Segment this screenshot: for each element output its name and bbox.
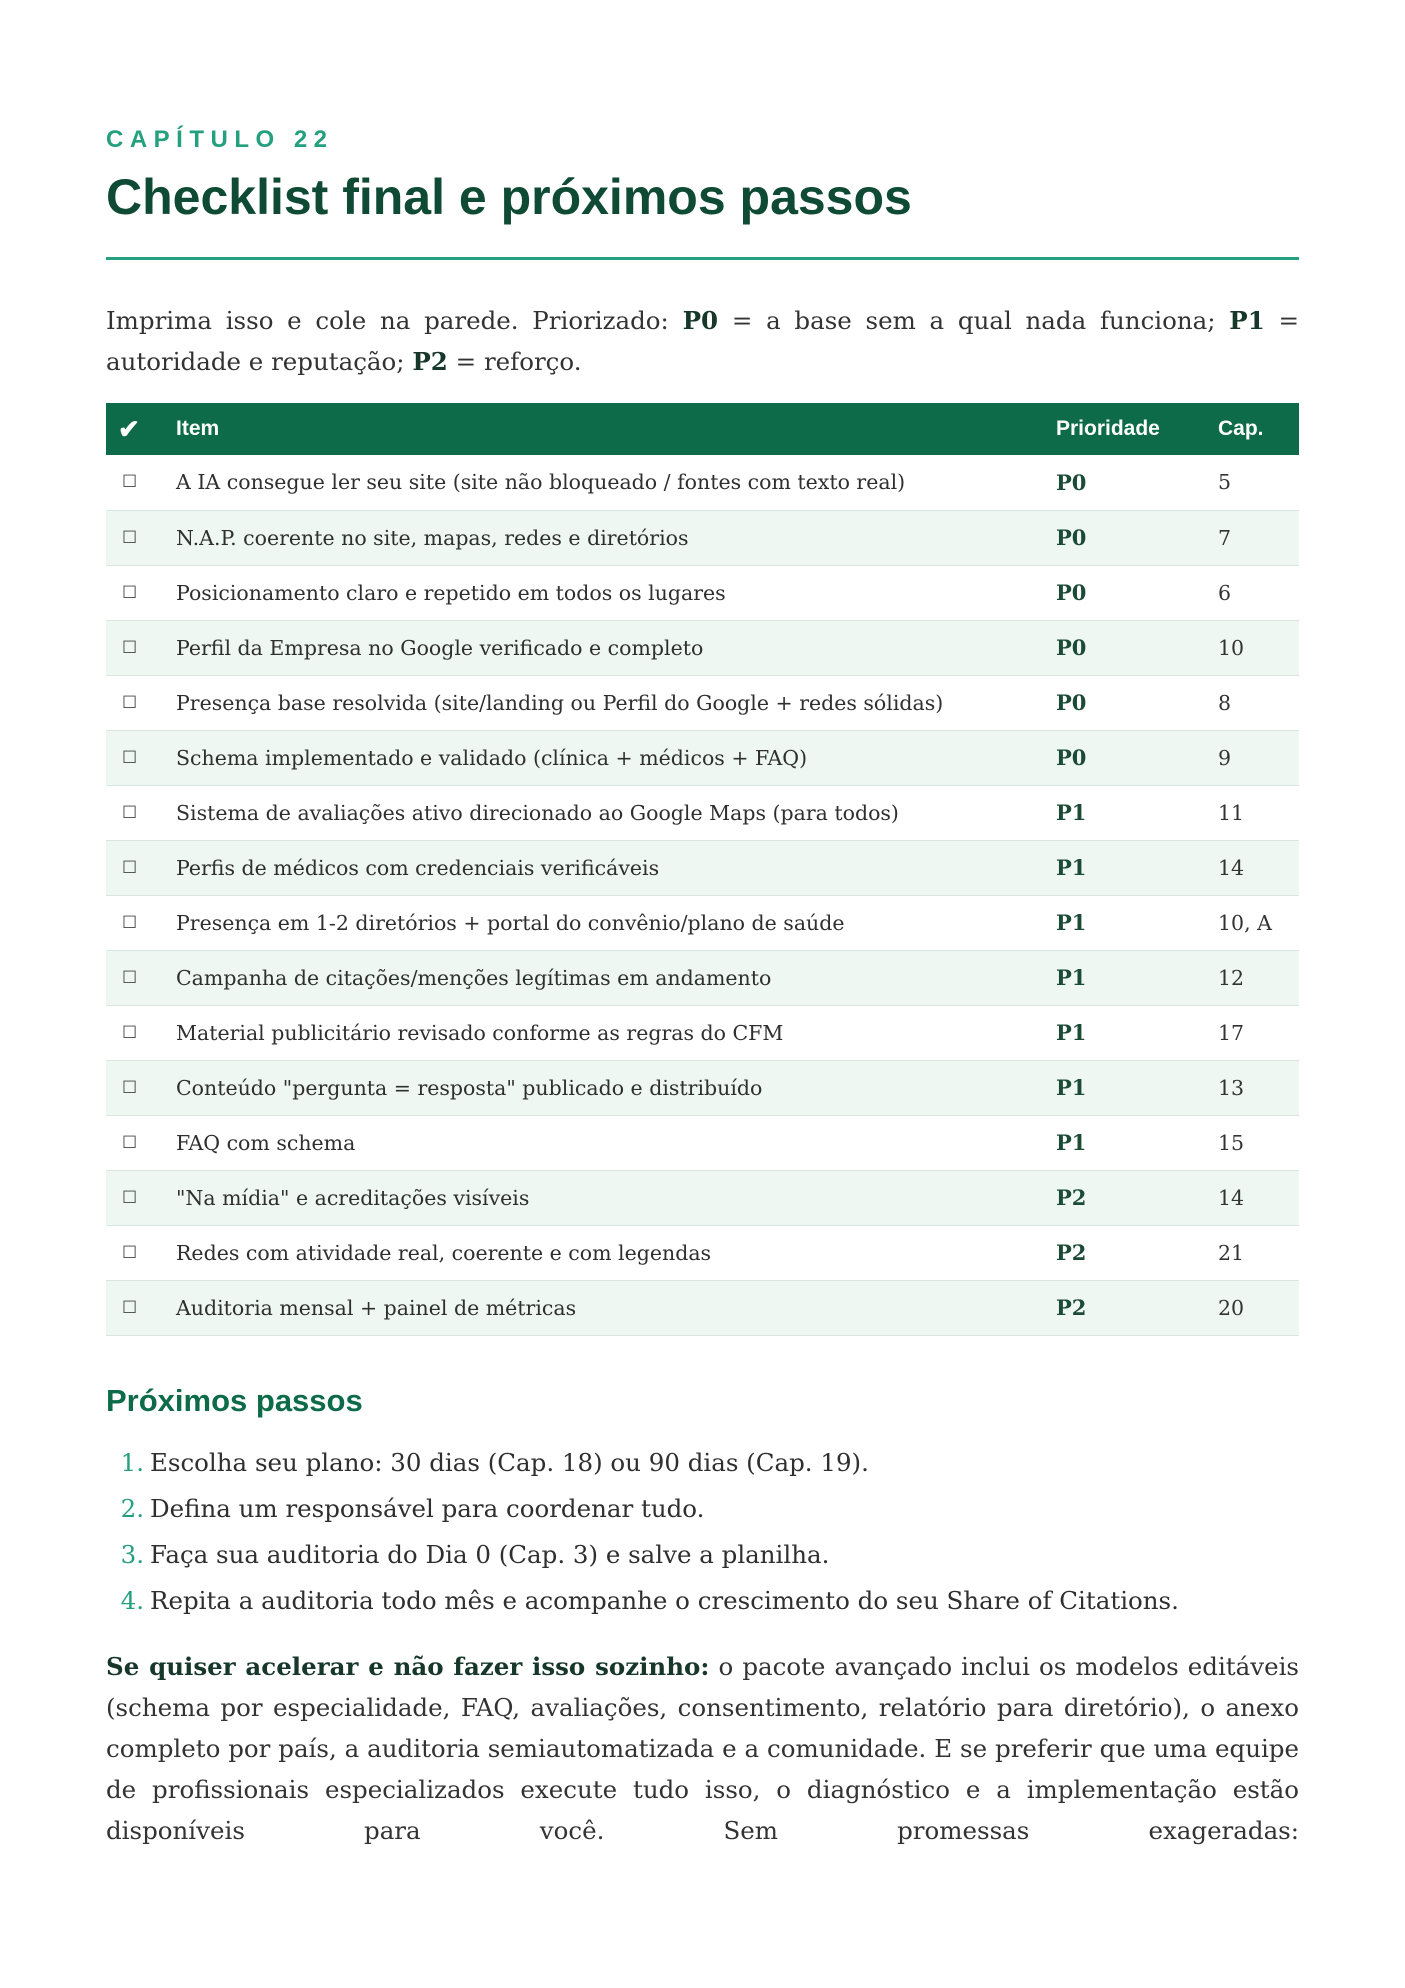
- list-number: 2.: [120, 1494, 144, 1523]
- table-row: [106, 730, 1299, 785]
- list-item: [106, 1578, 1179, 1624]
- checkbox-icon[interactable]: ☐: [122, 637, 138, 658]
- intro-paragraph: [106, 300, 1299, 382]
- cta-text: o pacote avançado inclui os modelos editáveis (schema por especialidade, FAQ, avaliações, consentimento, relatório para diretório), o anexo completo por país, a auditoria semiautomatizada e a comunidade. E se preferir que uma equipe de profissionais especializados execute tudo isso, o diagnóstico e a implementação estão disponíveis para você. Sem promessas exageradas:: [106, 1652, 1299, 1845]
- next-steps-list: [106, 1440, 1179, 1624]
- priority-value: P1: [1056, 910, 1087, 935]
- checkbox-icon[interactable]: ☐: [122, 967, 138, 988]
- checkbox-icon[interactable]: ☐: [122, 582, 138, 603]
- chapter-value: 17: [1218, 1020, 1245, 1045]
- item-text: Auditoria mensal + painel de métricas: [176, 1295, 577, 1320]
- chapter-value: 9: [1218, 745, 1232, 770]
- item-text: Perfis de médicos com credenciais verificáveis: [176, 855, 660, 880]
- checkbox-icon[interactable]: ☐: [122, 1022, 138, 1043]
- priority-value: P1: [1056, 965, 1087, 990]
- checkbox-icon[interactable]: ☐: [122, 857, 138, 878]
- chapter-value: 7: [1218, 525, 1232, 550]
- item-text: Redes com atividade real, coerente e com legendas: [176, 1240, 712, 1265]
- chapter-value: 14: [1218, 855, 1245, 880]
- chapter-value: 6: [1218, 580, 1232, 605]
- table-row: [106, 455, 1299, 510]
- intro-text-2: = a base sem a qual nada funciona;: [731, 306, 1216, 335]
- item-text: "Na mídia" e acreditações visíveis: [176, 1185, 530, 1210]
- list-item: [106, 1486, 1179, 1532]
- list-number: 4.: [120, 1586, 144, 1615]
- list-text: Faça sua auditoria do Dia 0 (Cap. 3) e salve a planilha.: [150, 1540, 830, 1569]
- item-text: A IA consegue ler seu site (site não bloqueado / fontes com texto real): [176, 470, 906, 495]
- table-row: [106, 1225, 1299, 1280]
- priority-value: P1: [1056, 855, 1087, 880]
- priority-value: P1: [1056, 1020, 1087, 1045]
- intro-text-4: = reforço.: [455, 347, 582, 376]
- table-header-row: [106, 403, 1299, 455]
- header-check: ✔: [118, 413, 140, 444]
- chapter-value: 11: [1218, 800, 1245, 825]
- intro-p0: P0: [682, 306, 719, 335]
- checkbox-icon[interactable]: ☐: [122, 1187, 138, 1208]
- table-row: [106, 1060, 1299, 1115]
- intro-p2: P2: [412, 347, 448, 376]
- item-text: Sistema de avaliações ativo direcionado ao Google Maps (para todos): [176, 800, 899, 825]
- title-divider: [106, 257, 1299, 260]
- table-row: [106, 1115, 1299, 1170]
- chapter-value: 21: [1218, 1240, 1245, 1265]
- chapter-value: 14: [1218, 1185, 1245, 1210]
- item-text: Presença base resolvida (site/landing ou Perfil do Google + redes sólidas): [176, 690, 944, 715]
- item-text: N.A.P. coerente no site, mapas, redes e diretórios: [176, 525, 689, 550]
- next-steps-heading: Próximos passos: [106, 1383, 363, 1418]
- checkbox-icon[interactable]: ☐: [122, 692, 138, 713]
- chapter-label: CAPÍTULO 22: [106, 126, 334, 153]
- priority-value: P2: [1056, 1185, 1087, 1210]
- priority-value: P2: [1056, 1240, 1087, 1265]
- checkbox-icon[interactable]: ☐: [122, 1297, 138, 1318]
- item-text: Material publicitário revisado conforme as regras do CFM: [176, 1020, 784, 1045]
- checklist-table: [106, 403, 1299, 1336]
- table-row: [106, 510, 1299, 565]
- chapter-value: 13: [1218, 1075, 1245, 1100]
- item-text: Presença em 1-2 diretórios + portal do convênio/plano de saúde: [176, 910, 845, 935]
- priority-value: P0: [1056, 469, 1087, 495]
- cta-paragraph: [106, 1646, 1299, 1851]
- item-text: Conteúdo "pergunta = resposta" publicado e distribuído: [176, 1075, 763, 1100]
- intro-p1: P1: [1229, 306, 1265, 335]
- table-row: [106, 675, 1299, 730]
- chapter-value: 10: [1218, 635, 1245, 660]
- priority-value: P0: [1056, 635, 1087, 660]
- priority-value: P0: [1056, 690, 1087, 715]
- table-row: [106, 950, 1299, 1005]
- item-text: Posicionamento claro e repetido em todos os lugares: [176, 580, 726, 605]
- table-row: [106, 1005, 1299, 1060]
- chapter-value: 8: [1218, 690, 1232, 715]
- header-item: Item: [176, 417, 220, 440]
- checkbox-icon[interactable]: ☐: [122, 1242, 138, 1263]
- header-chapter: Cap.: [1218, 417, 1264, 440]
- list-text: Defina um responsável para coordenar tudo.: [150, 1494, 705, 1523]
- list-item: [106, 1440, 1179, 1486]
- table-row: [106, 565, 1299, 620]
- table-row: [106, 1170, 1299, 1225]
- list-text: Escolha seu plano: 30 dias (Cap. 18) ou 90 dias (Cap. 19).: [150, 1448, 869, 1477]
- chapter-value: 5: [1218, 470, 1232, 495]
- table-row: [106, 895, 1299, 950]
- item-text: Perfil da Empresa no Google verificado e completo: [176, 635, 704, 660]
- list-text: Repita a auditoria todo mês e acompanhe o crescimento do seu Share of Citations.: [150, 1586, 1179, 1615]
- checkbox-icon[interactable]: ☐: [122, 1077, 138, 1098]
- priority-value: P0: [1056, 745, 1087, 770]
- table-row: [106, 620, 1299, 675]
- checkbox-icon[interactable]: ☐: [122, 1132, 138, 1153]
- header-priority: Prioridade: [1056, 417, 1160, 440]
- priority-value: P0: [1056, 525, 1087, 550]
- intro-text-1: Imprima isso e cole na parede. Priorizado:: [106, 306, 669, 335]
- table-row: [106, 1280, 1299, 1335]
- chapter-value: 12: [1218, 965, 1245, 990]
- chapter-value: 10, A: [1218, 910, 1272, 935]
- intro-text-3: = autoridade e reputação;: [106, 306, 1300, 376]
- table-row: [106, 840, 1299, 895]
- list-item: [106, 1532, 1179, 1578]
- checkbox-icon[interactable]: ☐: [122, 527, 138, 548]
- chapter-value: 15: [1218, 1130, 1245, 1155]
- checkbox-icon[interactable]: ☐: [122, 802, 138, 823]
- chapter-value: 20: [1218, 1295, 1245, 1320]
- priority-value: P1: [1056, 1130, 1087, 1155]
- checkbox-icon[interactable]: ☐: [122, 472, 138, 493]
- item-text: Campanha de citações/menções legítimas em andamento: [176, 965, 772, 990]
- table-row: [106, 785, 1299, 840]
- page-title: Checklist final e próximos passos: [106, 169, 912, 225]
- checkbox-icon[interactable]: ☐: [122, 747, 138, 768]
- priority-value: P1: [1056, 1075, 1087, 1100]
- checkbox-icon[interactable]: ☐: [122, 912, 138, 933]
- list-number: 1.: [120, 1448, 144, 1477]
- cta-bold: Se quiser acelerar e não fazer isso sozinho:: [106, 1652, 710, 1681]
- item-text: FAQ com schema: [176, 1130, 356, 1155]
- priority-value: P2: [1056, 1295, 1087, 1320]
- priority-value: P0: [1056, 580, 1087, 605]
- item-text: Schema implementado e validado (clínica + médicos + FAQ): [176, 745, 808, 770]
- priority-value: P1: [1056, 800, 1087, 825]
- list-number: 3.: [120, 1540, 144, 1569]
